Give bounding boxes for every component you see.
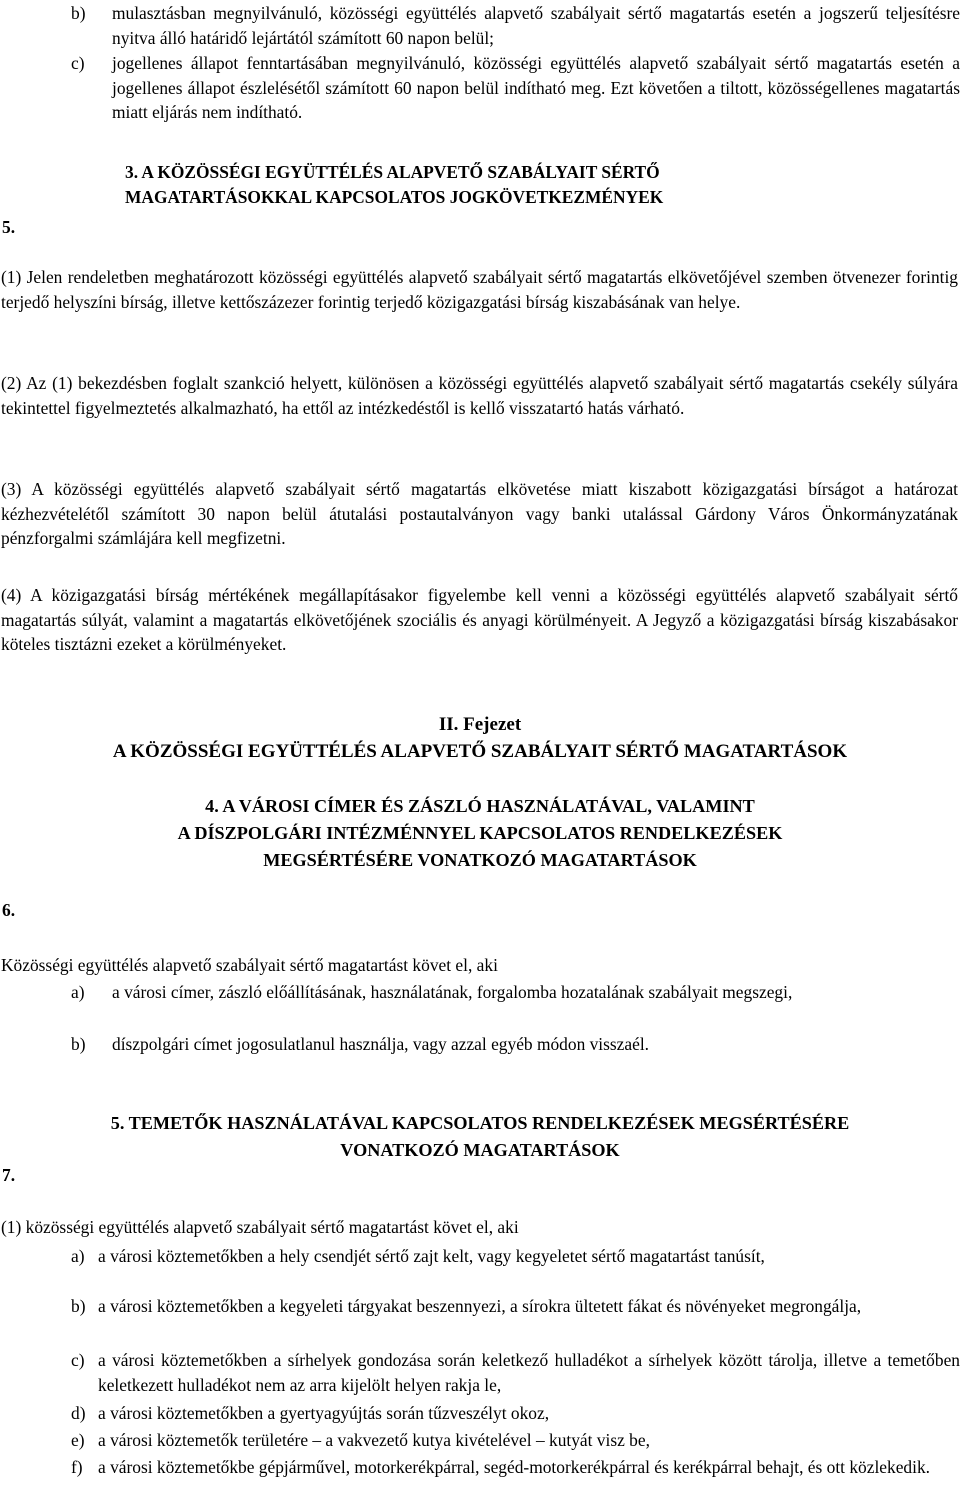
paragraph: (4) A közigazgatási bírság mértékének megállapításakor figyelembe kell venni a közösségi együttélés alapvető szabályait sértő magatartás súlyát, valamint a magatartás elkövetőjének szociális és anyagi körülményeit. A Jegyző a közigazgatási bírság kiszabásakor köteles tisztázni ezeket a körülményeket.	[1, 585, 958, 655]
section-number: 7.	[2, 1165, 16, 1185]
list-item-c	[71, 51, 960, 125]
section-heading	[125, 160, 960, 209]
list-item	[71, 1455, 960, 1480]
intro-text: (1) közösségi együttélés alapvető szabályait sértő magatartást követ el, aki	[1, 1217, 519, 1237]
section-heading	[0, 1110, 960, 1164]
list-item-label: a)	[71, 982, 85, 1002]
section-heading-line: 5. TEMETŐK HASZNÁLATÁVAL KAPCSOLATOS RENDELKEZÉSEK MEGSÉRTÉSÉRE	[110, 1113, 850, 1133]
section-heading-line: 4. A VÁROSI CÍMER ÉS ZÁSZLÓ HASZNÁLATÁVAL, VALAMINT	[205, 796, 755, 816]
list-item-label: f)	[71, 1457, 83, 1477]
list-item-label: d)	[71, 1403, 86, 1423]
list-item-text: díszpolgári címet jogosulatlanul használja, vagy azzal egyéb módon visszaél.	[112, 1034, 650, 1054]
list-item-label: c)	[71, 1350, 85, 1370]
list-item-text: mulasztásban megnyilvánuló, közösségi együttélés alapvető szabályait sértő magatartás esetén a jogszerű teljesítésre nyitva álló határidő lejártától számított 60 napon belül;	[112, 3, 960, 48]
list-item-text: a városi köztemetőkben a kegyeleti tárgyakat beszennyezi, a sírokra ültetett fákat és növényeket megrongálja,	[98, 1296, 862, 1316]
paragraph: (3) A közösségi együttélés alapvető szabályait sértő magatartás elkövetése miatt kiszabott közigazgatási bírságot a határozat kézhezvételétől számított 30 napon belül átutalási postautalványon vagy banki utalással Gárdony Város Önkormányzatának pénzforgalmi számlájára kell megfizetni.	[1, 479, 958, 549]
section-number: 6.	[2, 900, 16, 920]
section-heading-line: 3. A KÖZÖSSÉGI EGYÜTTÉLÉS ALAPVETŐ SZABÁLYAIT SÉRTŐ	[125, 162, 660, 182]
list-item	[71, 1244, 960, 1269]
section-heading-line: A DÍSZPOLGÁRI INTÉZMÉNNYEL KAPCSOLATOS RENDELKEZÉSEK	[177, 823, 783, 843]
list-item-label: b)	[71, 1034, 86, 1054]
list-item-label: c)	[71, 53, 85, 73]
list-item	[71, 980, 960, 1005]
list-item-text: a városi köztemetőkben a hely csendjét sértő zajt kelt, vagy kegyeletet sértő magatartást tanúsít,	[98, 1246, 765, 1266]
list-item-text: a városi köztemetőkbe gépjárművel, motorkerékpárral, segéd-motorkerékpárral és kerékpárral behajt, és ott közlekedik.	[98, 1457, 930, 1477]
section-heading-line: MEGSÉRTÉSÉRE VONATKOZÓ MAGATARTÁSOK	[263, 850, 697, 870]
list-item-label: b)	[71, 1296, 86, 1316]
list-item	[71, 1032, 960, 1057]
list-item-text: a városi köztemetőkben a gyertyagyújtás során tűzveszélyt okoz,	[98, 1403, 550, 1423]
list-item	[71, 1294, 960, 1319]
section-heading-line: VONATKOZÓ MAGATARTÁSOK	[340, 1140, 620, 1160]
list-item-b	[71, 1, 960, 50]
list-item	[71, 1348, 960, 1398]
list-item-text: a városi köztemetők területére – a vakvezető kutya kivételével – kutyát visz be,	[98, 1430, 650, 1450]
paragraph: (1) Jelen rendeletben meghatározott közösségi együttélés alapvető szabályait sértő magatartás elkövetőjével szemben ötvenezer forintig terjedő helyszíni bírság, illetve kettőszázezer forintig terjedő közigazgatási bírság kiszabásának van helye.	[1, 267, 958, 312]
paragraph: (2) Az (1) bekezdésben foglalt szankció helyett, különösen a közösségi együttélés alapvető szabályait sértő magatartás csekély súlyára tekintettel figyelmeztetés alkalmazható, ha ettől az intézkedéstől is kellő visszatartó hatás várható.	[1, 373, 958, 418]
list-item-label: a)	[71, 1246, 85, 1266]
list-item	[71, 1401, 960, 1426]
list-item	[71, 1428, 960, 1453]
section-number: 5.	[2, 217, 16, 237]
section-heading	[0, 793, 960, 874]
intro-text: Közösségi együttélés alapvető szabályait sértő magatartást követ el, aki	[1, 955, 498, 975]
chapter-subtitle: A KÖZÖSSÉGI EGYÜTTÉLÉS ALAPVETŐ SZABÁLYAIT SÉRTŐ MAGATARTÁSOK	[112, 741, 848, 762]
list-item-label: b)	[71, 3, 86, 23]
list-item-label: e)	[71, 1430, 85, 1450]
section-heading-line: MAGATARTÁSOKKAL KAPCSOLATOS JOGKÖVETKEZMÉNYEK	[125, 186, 664, 207]
list-item-text: a városi köztemetőkben a sírhelyek gondozása során keletkező hulladékot a sírhelyek között tárolja, illetve a temetőben keletkezett hulladékot nem az arra kijelölt helyen rakja le,	[98, 1350, 960, 1395]
list-item-text: a városi címer, zászló előállításának, használatának, forgalomba hozatalának szabályait megszegi,	[112, 982, 793, 1002]
list-item-text: jogellenes állapot fenntartásában megnyilvánuló, közösségi együttélés alapvető szabályait sértő magatartás esetén a jogellenes állapot észlelésétől számított 60 napon belül indítható meg. Ezt követően a tiltott, közösségellenes magatartás miatt eljárás nem indítható.	[112, 53, 960, 122]
chapter-title: II. Fejezet	[438, 714, 522, 735]
